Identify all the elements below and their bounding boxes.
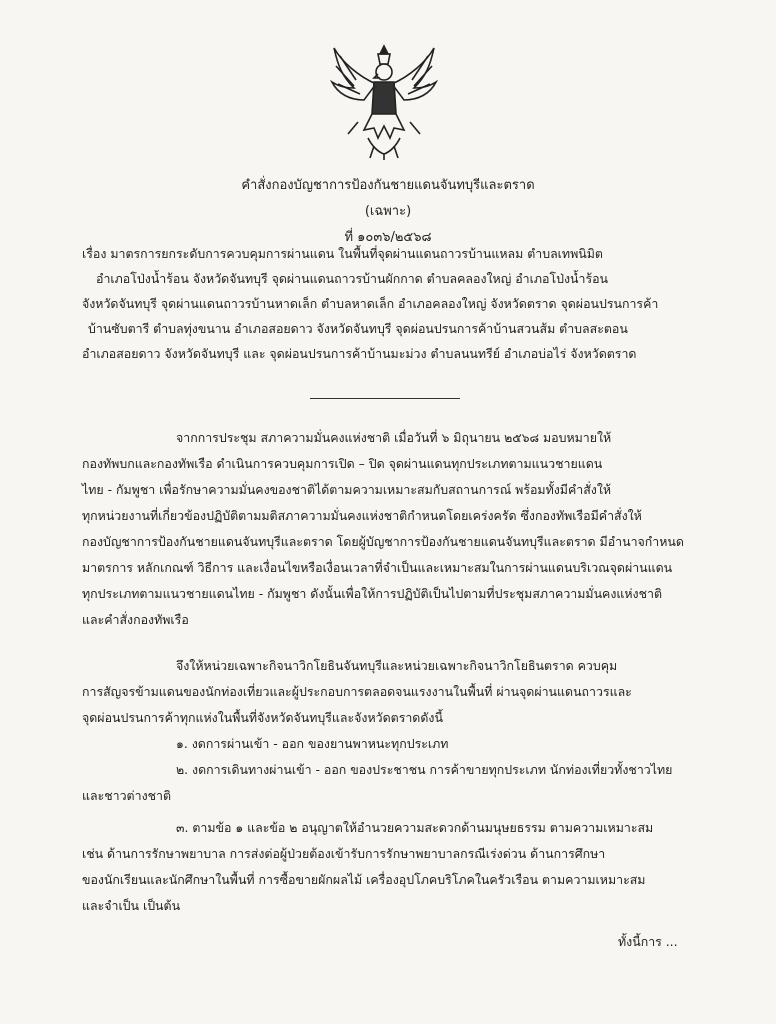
paragraph-line: ทุกประเภทตามแนวชายแดนไทย - กัมพูชา ดังนั้นเพื่อให้การปฏิบัติเป็นไปตามที่ประชุมสภาความมั่นคงแห่งชาติ	[82, 586, 663, 601]
paragraph-line: จุดผ่อนปรนการค้าทุกแห่งในพื้นที่จังหวัดจันทบุรีและจังหวัดตราดดังนี้	[82, 710, 443, 725]
paragraph-line: การสัญจรข้ามแดนของนักท่องเที่ยวและผู้ประกอบการตลอดจนแรงงานในพื้นที่ ผ่านจุดผ่านแดนถาวรและ	[82, 684, 632, 699]
garuda-emblem-icon	[328, 42, 440, 162]
order-title: คำสั่งกองบัญชาการป้องกันชายแดนจันทบุรีและตราด	[241, 178, 535, 193]
subject-line: จังหวัดจันทบุรี จุดผ่านแดนถาวรบ้านหาดเล็ก ตำบลหาดเล็ก อำเภอคลองใหญ่ จังหวัดตราด จุดผ่อนปรนการค้า	[82, 296, 659, 311]
paragraph-line: กองทัพบกและกองทัพเรือ ดำเนินการควบคุมการเปิด – ปิด จุดผ่านแดนทุกประเภทตามแนวชายแดน	[82, 456, 603, 471]
list-item: และจำเป็น เป็นต้น	[82, 898, 181, 913]
paragraph-line: จากการประชุม สภาความมั่นคงแห่งชาติ เมื่อวันที่ ๖ มิถุนายน ๒๕๖๘ มอบหมายให้	[176, 430, 612, 445]
subject-line: เรื่อง มาตรการยกระดับการควบคุมการผ่านแดน ในพื้นที่จุดผ่านแดนถาวรบ้านแหลม ตำบลเทพนิมิต	[82, 246, 603, 261]
divider-line	[310, 398, 460, 399]
list-item: เช่น ด้านการรักษาพยาบาล การส่งต่อผู้ป่วยต้องเข้ารับการรักษาพยาบาลกรณีเร่งด่วน ด้านการศึกษา	[82, 846, 606, 861]
paragraph-line: กองบัญชาการป้องกันชายแดนจันทบุรีและตราด โดยผู้บัญชาการป้องกันชายแดนจันทบุรีและตราด มีอำนาจกำหนด	[82, 534, 684, 549]
paragraph-line: และคำสั่งกองทัพเรือ	[82, 612, 189, 627]
subject-line: อำเภอสอยดาว จังหวัดจันทบุรี และ จุดผ่อนปรนการค้าบ้านมะม่วง ตำบลนนทรีย์ อำเภอบ่อไร่ จังหวัดตราด	[82, 346, 637, 361]
subject-line: บ้านซับตารี ตำบลทุ่งขนาน อำเภอสอยดาว จังหวัดจันทบุรี จุดผ่อนปรนการค้าบ้านสวนส้ม ตำบลสะตอน	[88, 321, 628, 336]
list-item: และชาวต่างชาติ	[82, 788, 172, 803]
paragraph-line: ทุกหน่วยงานที่เกี่ยวข้องปฏิบัติตามมติสภาความมั่นคงแห่งชาติกำหนดโดยเคร่งครัด ซึ่งกองทัพเรือมีคำสั่งให้	[82, 508, 642, 523]
list-item: ๒. งดการเดินทางผ่านเข้า - ออก ของประชาชน การค้าขายทุกประเภท นักท่องเที่ยวทั้งชาวไทย	[176, 762, 673, 777]
classification-label: (เฉพาะ)	[364, 204, 412, 219]
paragraph-line: มาตรการ หลักเกณฑ์ วิธีการ และเงื่อนไขหรือเงื่อนเวลาที่จำเป็นและเหมาะสมในการผ่านแดนบริเวณจุดผ่านแดน	[82, 560, 673, 575]
list-item: ของนักเรียนและนักศึกษาในพื้นที่ การซื้อขายผักผลไม้ เครื่องอุปโภคบริโภคในครัวเรือน ตามความเหมาะสม	[82, 872, 646, 887]
order-number: ที่ ๑๐๓๖/๒๕๖๘	[344, 230, 432, 245]
list-item: ๑. งดการผ่านเข้า - ออก ของยานพาหนะทุกประเภท	[176, 736, 449, 751]
paragraph-line: ไทย - กัมพูชา เพื่อรักษาความมั่นคงของชาติได้ตามความเหมาะสมกับสถานการณ์ พร้อมทั้งมีคำสั่งให้	[82, 482, 612, 497]
continuation-text: ทั้งนี้การ ...	[618, 934, 678, 949]
subject-line: อำเภอโป่งน้ำร้อน จังหวัดจันทบุรี จุดผ่านแดนถาวรบ้านผักกาด ตำบลคลองใหญ่ อำเภอโป่งน้ำร้อน	[96, 271, 609, 286]
list-item: ๓. ตามข้อ ๑ และข้อ ๒ อนุญาตให้อำนวยความสะดวกด้านมนุษยธรรม ตามความเหมาะสม	[176, 820, 654, 835]
paragraph-line: จึงให้หน่วยเฉพาะกิจนาวิกโยธินจันทบุรีและหน่วยเฉพาะกิจนาวิกโยธินตราด ควบคุม	[176, 658, 618, 673]
